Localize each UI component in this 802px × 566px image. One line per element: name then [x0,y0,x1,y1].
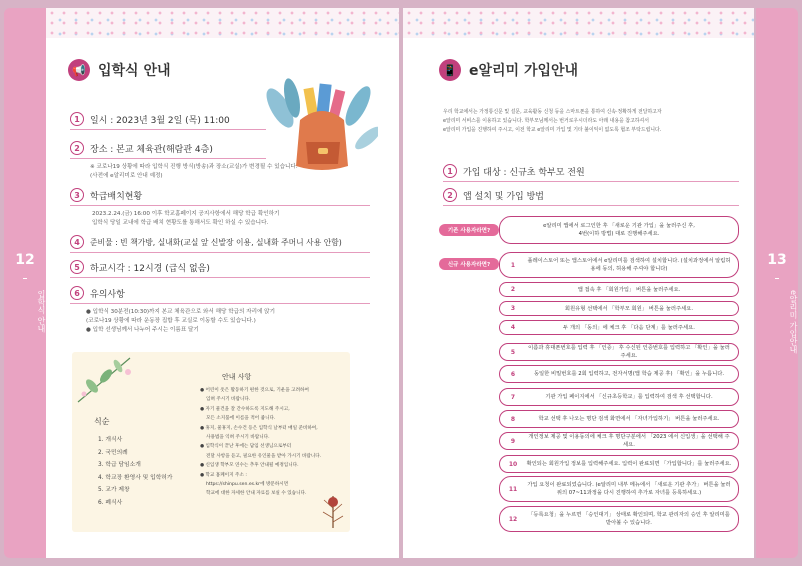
step-text: 개인정보 제공 및 이용동의에 체크 후 명단구분에서 「2023 에서 신입생」을 선택해 주세요. [528,434,730,448]
date-time-text: 일시 : 2023년 3월 2일 (목) 11:00 [90,115,230,126]
top-pattern [46,8,399,38]
right-side-tab [756,8,798,558]
list-item-1: 1 가입 대상 : 신규초 학부모 전원 [443,164,585,178]
step-item [499,301,739,316]
step-number: 2 [510,286,516,293]
left-side-tab [4,8,46,558]
step-number: 5 [510,348,516,356]
list-item-4: 4 준비물 : 빈 책가방, 실내화(교실 앞 신발장 이용, 실내화 주머니 사용 안함) [70,235,342,249]
step-number: 1 [510,261,516,269]
class-assignment-text: 학급배치현황 [90,191,143,202]
supplies-text: 준비물 : 빈 책가방, 실내화(교실 앞 신발장 이용, 실내화 주머니 사용 안함) [90,237,342,247]
underline [70,277,370,278]
step-item [499,432,739,450]
list-item: 2. 국민의례 [98,449,128,456]
step-number: 9 [510,437,516,445]
step-item [499,476,739,502]
step-number: 7 [510,393,516,401]
step-text: 학교 선택 후 나오는 명단 검색 화면에서 「자녀가입하기」 버튼을 눌러주세요. [538,416,720,422]
step-item [499,343,739,361]
note-precautions: ● 입학식 30분전(10:30)까지 본교 체육관으로 와서 해당 학급의 자리에 앉기 (코로나19 상황에 따라 운동장 집합 후 교실로 이동할 수도 있습니다.) ● 입학 선생님께서 나누어 주시는 이름표 달기 [86,309,275,333]
step-text: 확인되는 회원가입 정보를 입력해주세요. 입력이 완료되면 「가입합니다」를 눌러주세요. [526,461,732,467]
step-text: 플레이스토어 또는 앱스토어에서 e알리미를 검색하여 설치합니다. (설치과정에서 알림허용에 동의, 허용해 주셔야 합니다) [527,258,731,272]
new-user-badge: 신규 사용자라면? [439,258,499,270]
list-item-1: 1 일시 : 2023년 3월 2일 (목) 11:00 [70,112,230,126]
flower-illustration [72,352,142,410]
underline [443,181,739,182]
note-class-assignment: 2023.2.24.(금) 16:00 이후 학교홈페이지 공지사항에서 해당 학급 확인하기 입학식 당일 교내에 학급 배치 현황도를 통해서도 확인 하실 수 있습니다. [92,211,280,226]
order-list [98,434,173,509]
step-item [499,410,739,428]
step-number: 3 [510,305,516,312]
top-pattern [403,8,754,38]
branch-illustration [318,488,348,530]
order-title: 식순 [94,417,110,426]
list-item: 1. 개식사 [98,437,123,443]
step-item [499,365,739,383]
step-item [499,252,739,278]
location-text: 장소 : 본교 체육관(해람관 4층) [90,144,213,155]
list-item: 6. 폐식사 [98,499,123,506]
step-number: 12 [508,515,518,523]
right-tab-label: e알리미 가입안내 [789,290,798,354]
step-number: 10 [508,460,518,468]
list-item-3: 3 학급배치현황 [70,188,142,202]
section-heading [439,59,578,81]
existing-user-badge: 기존 사용자라면? [439,224,499,236]
school-bag-illustration [260,68,378,178]
step-text: 두 개의 「동의」에 체크 후 「다음 단계」를 눌러주세요. [563,324,695,331]
underline [70,205,370,206]
list-item-2: 2 장소 : 본교 체육관(해람관 4층) [70,141,213,155]
step-number: 11 [508,485,518,493]
right-page [403,8,754,558]
list-item-6: 6 유의사항 [70,286,125,300]
underline [443,205,739,206]
step-text: 가입 요청이 완료되었습니다. (e알리미 내부 메뉴에서 「새로운 기관 추가」 버튼을 눌러 위의 07~11과정을 다시 진행하여 추가로 자녀를 등록하세요.) [527,482,731,496]
step-text: 이름과 휴대폰번호를 입력 후 「인증」 후 수신된 인증번호를 입력하고 「확인」을 눌러주세요. [528,345,730,359]
school-homepage-link[interactable]: https://shinpu.sen.es.kr에 방문하시면 [206,482,289,488]
list-item: 4. 학교장 환영사 및 입학허가 [98,474,173,481]
dismissal-text: 하교시각 : 12시경 (급식 없음) [90,263,210,274]
step-text: 회원유형 선택에서 「학부모 회원」 버튼을 눌러주세요. [564,305,694,312]
existing-user-box [499,216,739,244]
intro-text: 우리 학교에서는 가정통신문 및 설문, 교육활동 신청 등을 스마트폰을 통하여 신속·정확하게 전달하고자 e알리미 서비스를 이용하고 있습니다. 학부모님께서는 번거로우시더라도 아래 내용을 참고하셔서 e알리미 가입을 진행하여 주시고, 이전 학교 e알리미 가입 및 기타 불이익이 없도록 협조 부탁드립니다. [443,109,662,133]
step-item [499,388,739,406]
step-item [499,506,739,532]
step-text: 동일한 비밀번호를 2회 입력하고, 전자서명(앱 학습 제공 후) 「확인」을 누릅니다. [533,371,725,377]
left-tab-label: 입학식 안내 [37,290,46,333]
underline [70,129,266,130]
underline [70,158,266,159]
note-location: ※ 코로나19 상황에 따라 입학식 진행 방식(방송)과 장소(교실)가 변경될 수 있습니다. (사전에 e알리미로 안내 예정) [90,164,298,179]
step-item [499,282,739,297]
step-number: 8 [510,415,516,423]
step-item [499,455,739,473]
existing-user-text: e알리미 앱에서 로그인한 후 「새로운 기관 가입」을 눌러주신 후, 4번(이하 방법) 대로 진행해주세요. [543,223,695,237]
list-item: 5. 교가 제창 [98,487,130,493]
precautions-text: 유의사항 [90,289,125,300]
step-text: 「등록요청」을 누르면 「승인대기」 상태로 확인되며, 학교 관리자의 승인 후 알리미를 받아볼 수 있습니다. [528,512,730,526]
section-heading [68,59,171,81]
install-method-text: 앱 설치 및 가입 방법 [463,191,544,202]
left-page [46,8,399,558]
page-title: 입학식 안내 [98,63,171,79]
list-item-5: 5 하교시각 : 12시경 (급식 없음) [70,260,210,274]
step-item [499,320,739,335]
guide-list: ● 어린이 옷은 활동하기 편한 것으로, 기운을 고려하여 입혀 주시기 바랍니다. ● 자기 물건을 잘 간수하도록 지도해 주시고, 모든 소지품에 이름을 적어 줍니다. ● 휴지, 물휴지, 손수건 등은 입학식 날부터 매일 준비하여, 사용법을 익혀 주시기 바랍니다. ● 입학식이 끝난 후에는 담임 선생님으로부터 전달 사항을 듣고, 필요한 유인물을 받아 가시기 바랍니다. ● 신입생 학부모 연수는 추후 안내될 예정입니다. ● 학교 홈페이지 주소 : https://shinpu.sen.es.kr에 방문하시면 학교에 대한 자세한 안내 자료를 보실 수 있습니다. [200,388,322,497]
underline [70,303,370,304]
right-page-number: 13 [767,252,787,268]
info-box [72,352,350,532]
step-number: 6 [510,370,516,378]
underline [70,252,370,253]
right-tab-divider [775,278,779,279]
list-item: 3. 학급 담임소개 [98,462,141,468]
list-item-2: 2 앱 설치 및 가입 방법 [443,188,544,202]
phone-icon: 📱 [439,59,461,81]
megaphone-icon: 📢 [68,59,90,81]
left-tab-divider [23,278,27,279]
guide-title: 안내 사항 [222,373,252,381]
step-text: 기관 가입 페이지에서 「신규초등학교」를 입력하여 검색 후 선택합니다. [545,394,713,400]
target-text: 가입 대상 : 신규초 학부모 전원 [463,167,585,178]
step-number: 4 [510,324,516,331]
left-page-number: 12 [15,252,35,268]
page-title: e알리미 가입안내 [469,63,579,79]
step-text: 앱 접속 후 「회원가입」 버튼을 눌러주세요. [577,286,681,293]
